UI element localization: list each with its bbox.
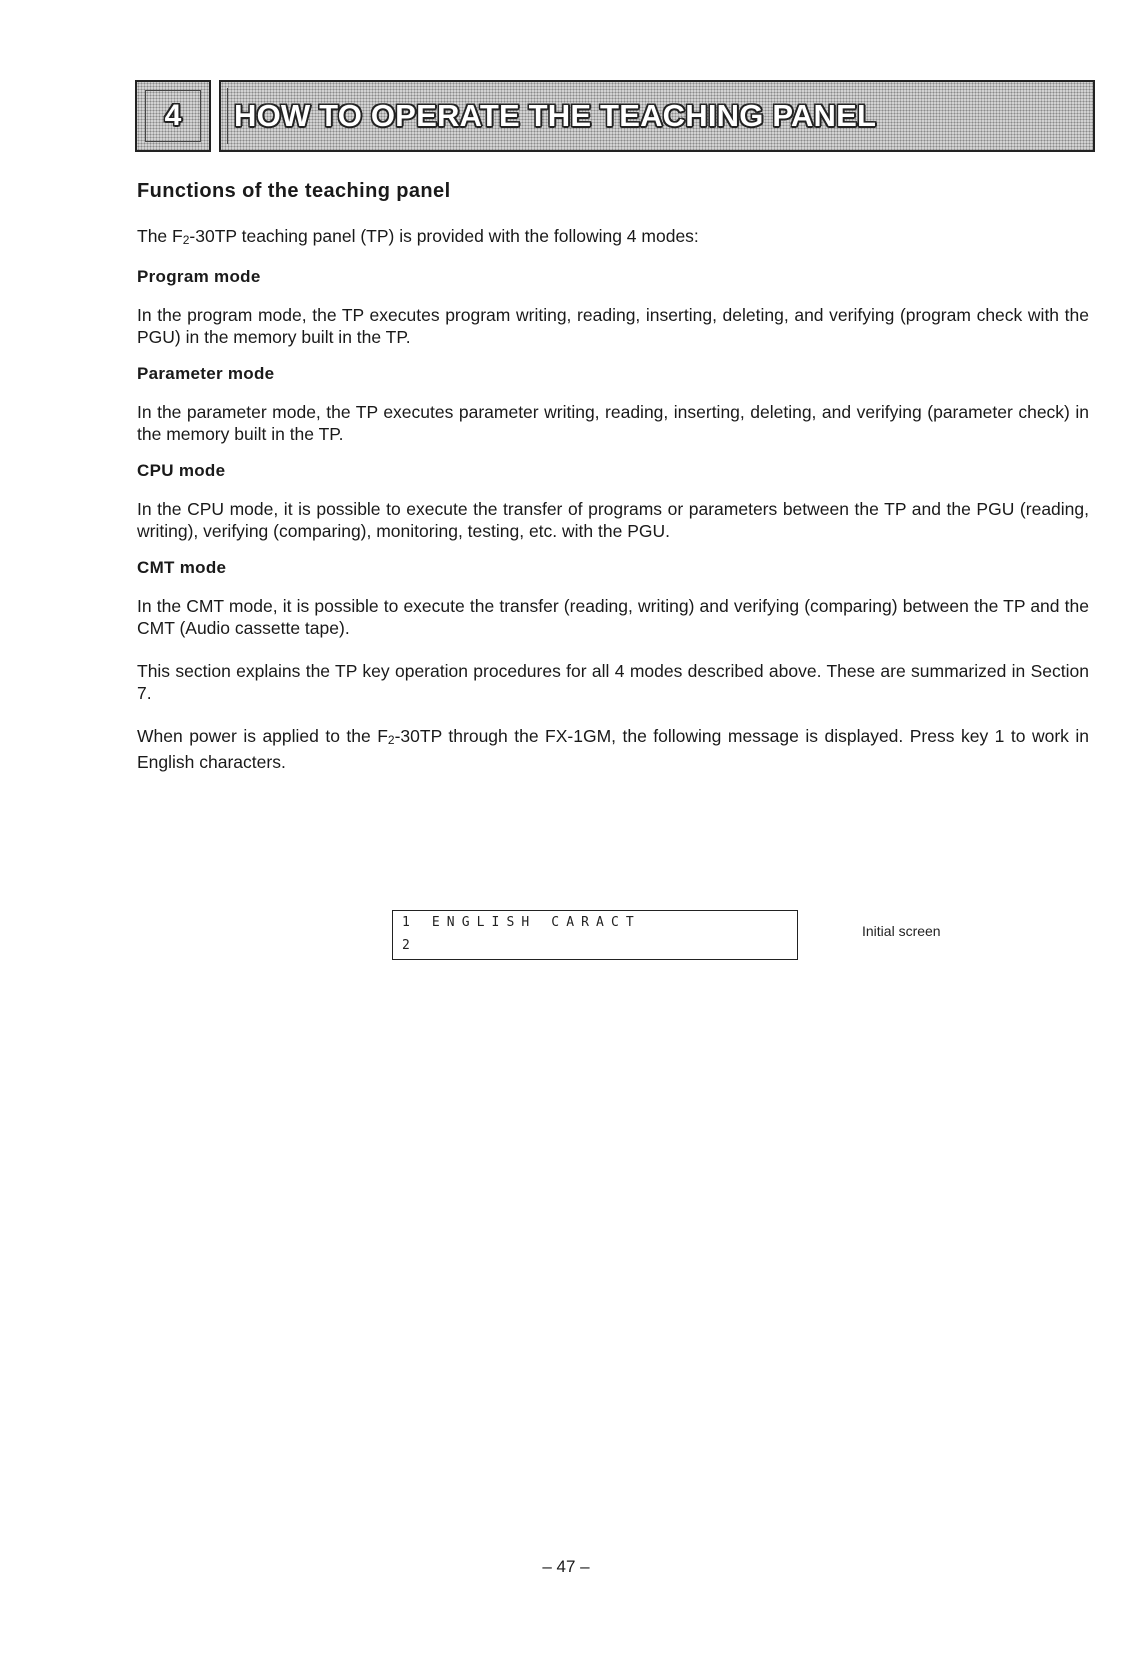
- chapter-title-box: [219, 80, 1095, 152]
- page-number: – 47 –: [542, 1557, 590, 1576]
- mode-text-parameter: In the parameter mode, the TP executes parameter writing, reading, inserting, deleting, and verifying (parameter check) in the memory built in the TP.: [137, 402, 1089, 444]
- display-caption: Initial screen: [862, 923, 941, 939]
- summary-paragraph: This section explains the TP key operation procedures for all 4 modes described above. These are summarized in Section 7.: [137, 661, 1089, 703]
- chapter-number-box: [135, 80, 211, 152]
- page-content: [137, 180, 1089, 773]
- mode-title-program: Program mode: [137, 267, 261, 286]
- mode-title-cmt: CMT mode: [137, 558, 227, 577]
- chapter-header: [135, 80, 1095, 156]
- intro-paragraph: [137, 225, 1089, 251]
- lcd-line-2: 2: [402, 938, 410, 953]
- intro-text-end: -30TP teaching panel (TP) is provided with the following 4 modes:: [189, 226, 699, 246]
- chapter-title: HOW TO OPERATE THE TEACHING PANEL: [234, 98, 877, 133]
- chapter-number: 4: [164, 99, 182, 132]
- lcd-line-1: 1 ENGLISH CARACT: [402, 915, 641, 930]
- mode-text-program: In the program mode, the TP executes program writing, reading, inserting, deleting, and verifying (program check with the PGU) in the memory built in the TP.: [137, 305, 1089, 347]
- intro-subscript: 2: [182, 233, 190, 247]
- mode-title-cpu: CPU mode: [137, 461, 226, 480]
- chapter-title-frame: [227, 88, 1087, 144]
- mode-text-cpu: In the CPU mode, it is possible to execute the transfer of programs or parameters between the TP and the PGU (reading, writing), verifying (comparing), monitoring, testing, etc. with the PGU.: [137, 499, 1089, 541]
- chapter-number-frame: [145, 90, 201, 142]
- mode-text-cmt: In the CMT mode, it is possible to execute the transfer (reading, writing) and verifying (comparing) between the TP and the CMT (Audio cassette tape).: [137, 596, 1089, 638]
- power-text-start: When power is applied to the F: [137, 726, 388, 746]
- mode-title-parameter: Parameter mode: [137, 364, 275, 383]
- power-subscript: 2: [387, 733, 395, 747]
- lcd-display: [392, 910, 798, 960]
- power-text-end: -30TP through the FX-1GM, the following message is displayed. Press key 1 to work in English characters.: [137, 726, 1089, 772]
- section-title: Functions of the teaching panel: [137, 180, 451, 202]
- power-paragraph: [137, 725, 1089, 773]
- intro-text-start: The F: [137, 226, 183, 246]
